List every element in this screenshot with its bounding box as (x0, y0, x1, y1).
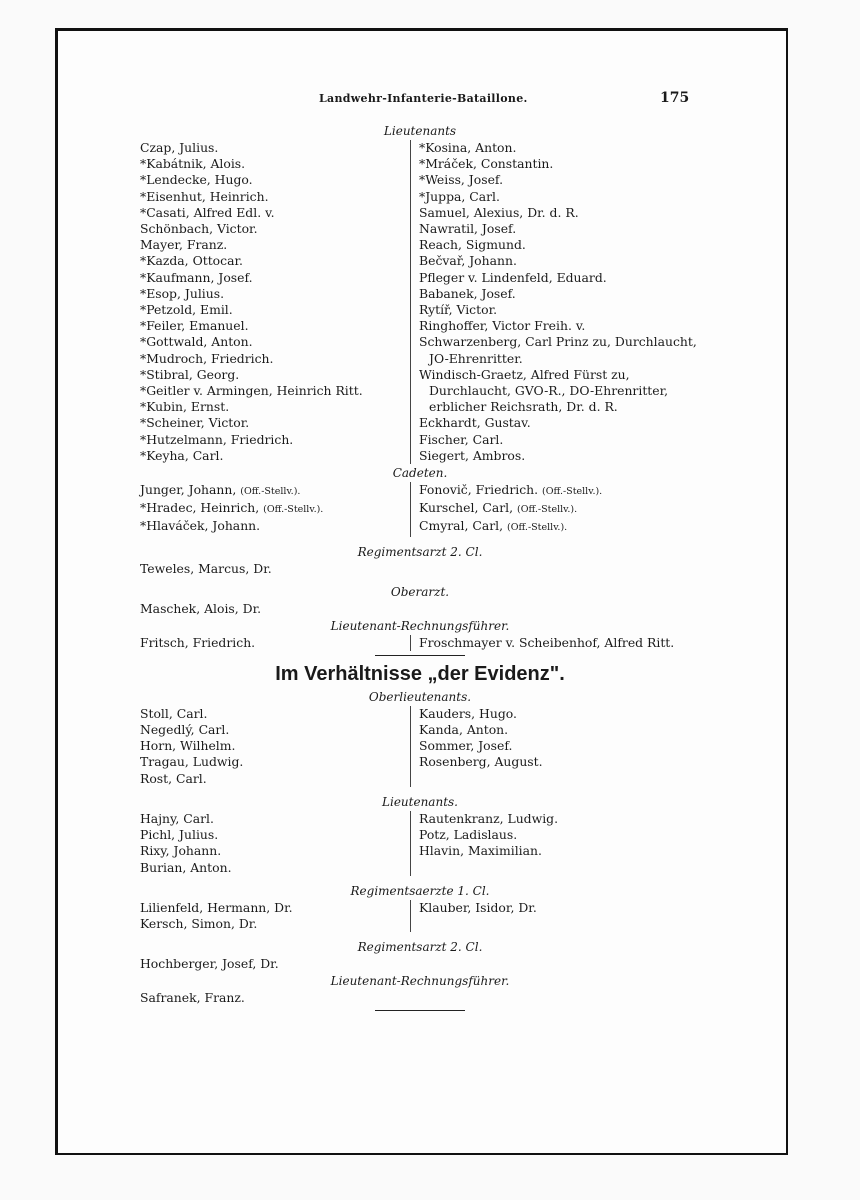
list-item: *Juppa, Carl. (419, 188, 500, 204)
section-heading-cadets: Cadeten. (392, 466, 448, 481)
list-item: *Kosina, Anton. (419, 140, 517, 155)
list-item: *Kubin, Ernst. (140, 399, 230, 415)
list-item: *Mráček, Constantin. (419, 156, 554, 172)
regimentsaerzte-right-column (410, 900, 700, 932)
regimentsaerzte-columns (140, 900, 700, 932)
evidenz-heading: Im Verhältnisse „der Evidenz". (275, 662, 565, 685)
list-item: Schönbach, Victor. (140, 221, 258, 237)
oberlieutenants-left-column (140, 706, 410, 787)
list-item: Eckhardt, Gustav. (419, 415, 531, 431)
list-item: Babanek, Josef. (419, 285, 516, 301)
list-item: Reach, Sigmund. (419, 237, 526, 253)
section-heading-oberarzt: Oberarzt. (390, 584, 450, 599)
lieutenants-columns (140, 140, 700, 464)
list-item: *Mudroch, Friedrich. (140, 350, 274, 366)
section-heading-evidenz-regimentsarzt: Regimentsarzt 2. Cl. (357, 940, 483, 955)
list-item: *Kaufmann, Josef. (140, 269, 253, 285)
section-heading-oberlieutenants: Oberlieutenants. (368, 689, 472, 704)
list-item: Pfleger v. Lindenfeld, Eduard. (419, 269, 607, 285)
evidenz-lieutenants-columns (140, 811, 700, 876)
list-item: Windisch-Graetz, Alfred Fürst zu, Durchlaucht, GVO-R., DO-Ehrenritter, erblicher Reichsrath, Dr. d. R. (419, 366, 669, 415)
list-item: Kanda, Anton. (419, 722, 509, 738)
list-item: Kauders, Hugo. (419, 705, 517, 721)
list-item: Siegert, Ambros. (419, 447, 526, 463)
list-item: Kurschel, Carl, (Off.-Stellv.). (419, 500, 578, 516)
list-item: Lilienfeld, Hermann, Dr. (140, 899, 293, 915)
running-title: Landwehr-Infanterie-Bataillone. (319, 92, 528, 105)
section-heading-evidenz-rf: Lieutenant-Rechnungsführer. (330, 974, 510, 989)
list-item: *Gottwald, Anton. (140, 334, 253, 350)
list-item: Nawratil, Josef. (419, 221, 517, 237)
list-item: Rost, Carl. (140, 770, 207, 786)
oberlieutenants-right-column (410, 706, 700, 787)
list-item: Kersch, Simon, Dr. (140, 915, 258, 931)
list-item: Negedlý, Carl. (140, 722, 230, 738)
section-heading-regimentsarzt: Regimentsarzt 2. Cl. (357, 544, 483, 559)
list-item: Rixy, Johann. (140, 843, 222, 859)
list-item: Stoll, Carl. (140, 705, 208, 721)
cadets-right-column (410, 482, 700, 537)
list-item: *Scheiner, Victor. (140, 415, 250, 431)
list-item: Hlavin, Maximilian. (419, 843, 542, 859)
list-item: *Hutzelmann, Friedrich. (140, 431, 294, 447)
list-item: Junger, Johann, (Off.-Stellv.). (140, 482, 301, 498)
list-item: *Hlaváček, Johann. (140, 518, 261, 534)
list-item: Rautenkranz, Ludwig. (419, 810, 559, 826)
rf-left-column (140, 635, 410, 651)
list-item: Pichl, Julius. (140, 827, 219, 843)
section-heading-rechnungsfuehrer: Lieutenant-Rechnungsführer. (330, 618, 510, 633)
roster-content (140, 122, 700, 1011)
page-number: 175 (660, 90, 690, 106)
list-item: Teweles, Marcus, Dr. (140, 560, 272, 576)
list-item: Tragau, Ludwig. (140, 754, 244, 770)
list-item: *Esop, Julius. (140, 285, 225, 301)
list-item: Bečvař, Johann. (419, 253, 517, 269)
divider (375, 1010, 465, 1011)
list-item: *Keyha, Carl. (140, 447, 224, 463)
list-item: *Kazda, Ottocar. (140, 253, 243, 269)
list-item: *Lendecke, Hugo. (140, 172, 253, 188)
list-item: Rytíř, Victor. (419, 302, 498, 318)
lieutenants-right-column (410, 140, 700, 464)
section-heading-evidenz-lieutenants: Lieutenants. (382, 794, 458, 809)
list-item: Mayer, Franz. (140, 237, 228, 253)
cadets-columns (140, 482, 700, 537)
cadets-left-column (140, 482, 410, 537)
list-item: Schwarzenberg, Carl Prinz zu, Durchlaucht, JO-Ehrenritter. (419, 334, 697, 366)
list-item: *Casati, Alfred Edl. v. (140, 204, 275, 220)
list-item: *Eisenhut, Heinrich. (140, 188, 269, 204)
list-item: Burian, Anton. (140, 859, 232, 875)
list-item: Maschek, Alois, Dr. (140, 600, 262, 616)
evidenz-lieutenants-right-column (410, 811, 700, 876)
oberlieutenants-columns (140, 706, 700, 787)
list-item: Safranek, Franz. (140, 990, 245, 1006)
rf-right-column (410, 635, 700, 651)
list-item: *Hradec, Heinrich, (Off.-Stellv.). (140, 500, 324, 516)
rechnungsfuehrer-columns (140, 635, 700, 651)
list-item: *Geitler v. Armingen, Heinrich Ritt. (140, 383, 363, 399)
list-item: Potz, Ladislaus. (419, 827, 518, 843)
list-item: Ringhoffer, Victor Freih. v. (419, 318, 586, 334)
list-item: Horn, Wilhelm. (140, 738, 236, 754)
section-heading-regimentsaerzte: Regimentsaerzte 1. Cl. (350, 883, 490, 898)
list-item: Froschmayer v. Scheibenhof, Alfred Ritt. (419, 634, 675, 650)
list-item: Fonovič, Friedrich. (Off.-Stellv.). (419, 482, 603, 498)
list-item: *Weiss, Josef. (419, 172, 504, 188)
evidenz-lieutenants-left-column (140, 811, 410, 876)
list-item: *Feiler, Emanuel. (140, 318, 249, 334)
lieutenants-left-column (140, 140, 410, 464)
section-heading-lieutenants: Lieutenants (383, 124, 457, 138)
list-item: *Petzold, Emil. (140, 302, 233, 318)
list-item: *Stibral, Georg. (140, 366, 240, 382)
running-head (0, 92, 860, 112)
divider (375, 655, 465, 656)
list-item: Fischer, Carl. (419, 431, 504, 447)
list-item: Hajny, Carl. (140, 810, 214, 826)
list-item: Fritsch, Friedrich. (140, 634, 256, 650)
list-item: Czap, Julius. (140, 140, 219, 155)
list-item: Cmyral, Carl, (Off.-Stellv.). (419, 518, 568, 534)
list-item: Samuel, Alexius, Dr. d. R. (419, 204, 579, 220)
regimentsaerzte-left-column (140, 900, 410, 932)
list-item: Hochberger, Josef, Dr. (140, 956, 279, 972)
list-item: Klauber, Isidor, Dr. (419, 899, 537, 915)
list-item: Rosenberg, August. (419, 754, 543, 770)
list-item: Sommer, Josef. (419, 738, 513, 754)
list-item: *Kabátnik, Alois. (140, 156, 246, 172)
